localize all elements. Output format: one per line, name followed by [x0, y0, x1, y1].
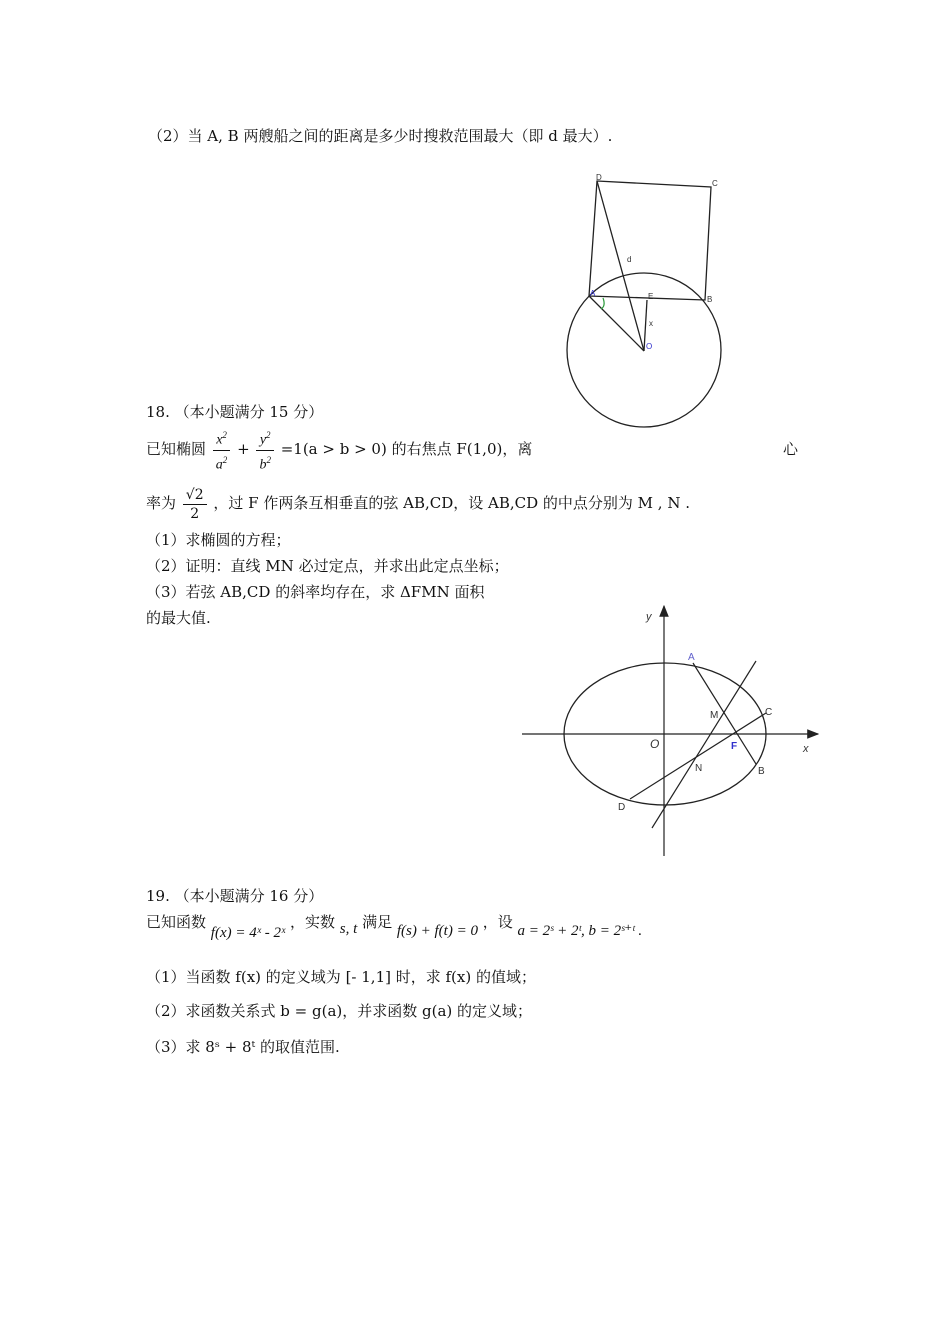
- fig2-label-A: A: [688, 652, 695, 663]
- q19-part2: （2）求函数关系式 b = g(a)，并求函数 g(a) 的定义域；: [146, 1002, 533, 1020]
- fig1-label-d: d: [627, 255, 632, 264]
- q17-part2: （2）当 A, B 两艘船之间的距离是多少时搜救范围最大（即 d 最大）.: [148, 127, 613, 145]
- q18-line2: [146, 480, 690, 526]
- figure-ellipse: [515, 600, 835, 862]
- fig1-label-O: O: [646, 342, 653, 351]
- fig2-label-x: x: [803, 743, 809, 755]
- q18-intro-prefix: 已知椭圆: [146, 440, 207, 459]
- fig2-chord-AB: [693, 663, 756, 764]
- q18-part1: （1）求椭圆的方程；: [146, 531, 291, 549]
- q19-part1: （1）当函数 f(x) 的定义域为 [- 1,1] 时，求 f(x) 的值域；: [146, 968, 536, 986]
- q19-st: s, t: [339, 921, 358, 937]
- q19-condition: f(s) + f(t) = 0: [396, 923, 478, 939]
- fig1-label-B: B: [707, 295, 713, 304]
- fig1-label-x: x: [649, 319, 653, 328]
- fig2-line-MN: [652, 661, 756, 828]
- fig2-chord-CD: [630, 713, 766, 799]
- q19-ab: a = 2ˢ + 2ᵗ, b = 2ˢ⁺ᵗ .: [517, 923, 643, 939]
- fraction-sqrt2-2: $\frac{√2}{2}$: [183, 486, 207, 523]
- fig2-label-F: F: [731, 741, 738, 752]
- fig2-label-M: M: [710, 710, 719, 721]
- q18-intro: 已知椭圆 $\frac{x^2}{a^2}$ + $\frac{y^2}{b^2}$ =1(a > b > 0) 的右焦点 F(1,0)，离: [146, 426, 532, 472]
- fig2-label-N: N: [695, 763, 703, 774]
- q19-intro-d: ，设: [482, 913, 513, 931]
- fig2-label-y: y: [646, 611, 652, 623]
- fig2-label-D: D: [618, 802, 626, 813]
- q19-header: 19. （本小题满分 16 分）: [146, 887, 324, 905]
- fig2-label-C: C: [765, 707, 773, 718]
- fig1-segment-DO: [597, 181, 644, 351]
- q18-cond-tail: 心: [783, 440, 799, 458]
- q19-fx: f(x) = 4ˣ - 2ˣ: [210, 925, 286, 941]
- fig1-angle-arc: [601, 298, 604, 309]
- fraction-y2-b2: $\frac{y^2}{b^2}$: [256, 426, 274, 474]
- fig1-label-A: A: [590, 289, 596, 298]
- fraction-x2-a2: $\frac{x^2}{a^2}$: [213, 426, 231, 474]
- q19-intro-b: ，实数: [289, 913, 335, 931]
- q18-part2: （2）证明：直线 MN 必过定点，并求出此定点坐标；: [146, 557, 509, 575]
- figure-circle-square: [560, 168, 730, 430]
- fig2-label-O: O: [650, 737, 660, 751]
- fig1-label-E: E: [648, 292, 654, 301]
- q18-part3a: （3）若弦 AB,CD 的斜率均存在，求 ΔFMN 面积: [146, 583, 485, 601]
- fig1-label-D: D: [596, 173, 602, 182]
- q18-part3b: 的最大值.: [146, 609, 211, 627]
- fig2-label-B: B: [758, 766, 765, 777]
- q18-condition: =1(a > b > 0) 的右焦点 F(1,0)，离: [280, 440, 533, 459]
- q19-part3: （3）求 8ˢ + 8ᵗ 的取值范围.: [146, 1038, 340, 1056]
- q19-intro: [146, 912, 643, 941]
- q18-line2-prefix: 率为: [146, 494, 177, 512]
- q18-line2-suffix: ，过 F 作两条互相垂直的弦 AB,CD，设 AB,CD 的中点分别为 M , N .: [213, 494, 691, 512]
- q18-header: 18. （本小题满分 15 分）: [146, 403, 324, 421]
- fig1-label-C: C: [712, 179, 718, 188]
- q19-intro-c: 满足: [362, 913, 393, 931]
- q19-intro-a: 已知函数: [146, 913, 207, 931]
